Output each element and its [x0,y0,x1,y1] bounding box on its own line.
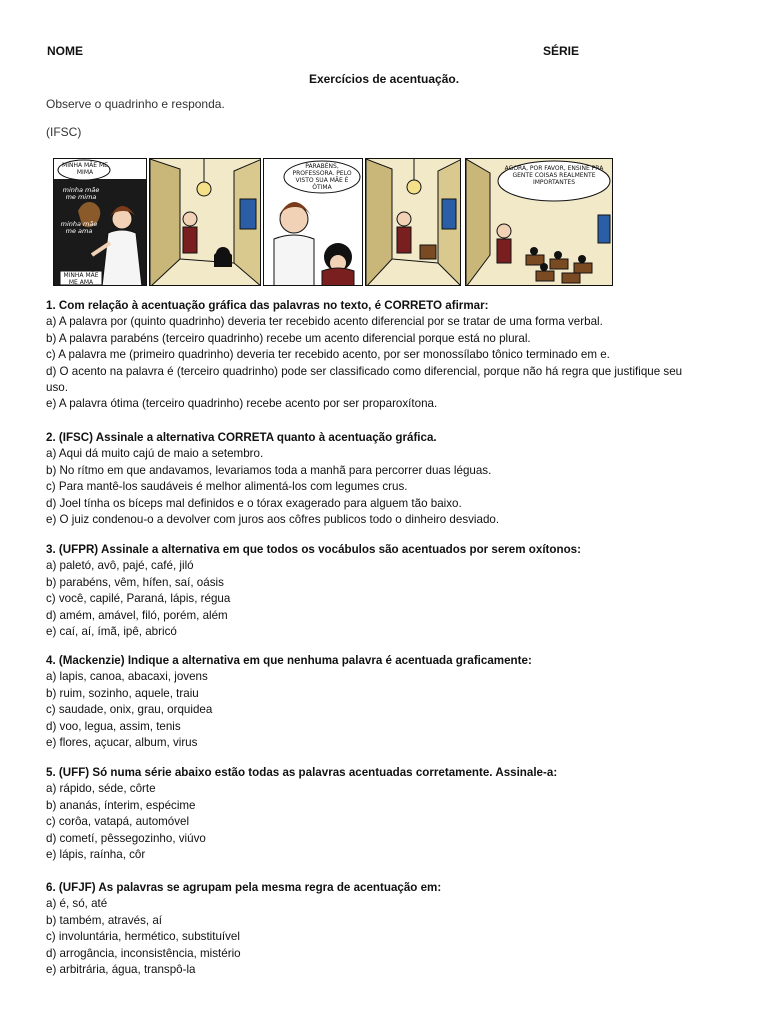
comic-strip [53,158,613,286]
comic-bubble-1: MINHA MÃE ME MIMA [62,162,108,176]
option-d: d) voo, legua, assim, tenis [46,719,181,733]
comic-bubble-2: MINHA MÃE ME AMA [63,272,99,286]
comic-panel-2-drawing [150,159,261,286]
question-title: 4. (Mackenzie) Indique a alternativa em que nenhuma palavra é acentuada graficamente: [46,654,532,667]
question-title: 1. Com relação à acentuação gráfica das palavras no texto, é CORRETO afirmar: [46,299,489,312]
option-a: a) rápido, séde, côrte [46,782,156,796]
question-6 [46,880,726,978]
option-c: c) involuntária, hermético, substituível [46,930,240,944]
grade-label: SÉRIE [543,44,580,58]
source-label: (IFSC) [46,125,82,139]
option-c: c) Para mantê-los saudáveis é melhor alimentá-los com legumes crus. [46,480,408,494]
option-b: b) No rítmo em que andavamos, levariamos toda a manhã para percorrer duas léguas. [46,463,492,477]
instruction-text: Observe o quadrinho e responda. [46,97,225,111]
option-d: d) arrogância, inconsistência, mistério [46,946,241,960]
comic-panel-4 [365,158,461,286]
question-2 [46,430,726,528]
comic-panel-4-drawing [366,159,461,286]
chalkboard-text-1: minha mãe me mima [62,186,100,201]
option-e: e) arbitrária, água, transpô-la [46,963,196,977]
option-c: c) você, capilé, Paraná, lápis, régua [46,592,231,606]
chalkboard-text-2: minha mãe me ama [60,220,98,235]
option-a: a) é, só, até [46,897,108,911]
option-a: a) paletó, avô, pajé, café, jiló [46,559,194,573]
option-a: a) A palavra por (quinto quadrinho) deveria ter recebido acento diferencial por se tratar de uma forma verbal. [46,315,603,329]
comic-panel-2 [149,158,261,286]
option-e: e) flores, açucar, album, virus [46,736,198,750]
question-title: 5. (UFF) Só numa série abaixo estão todas as palavras acentuadas corretamente. Assinale-a: [46,766,558,779]
comic-bubble-3: PARABÉNS, PROFESSORA. PELO VISTO SUA MÃE É ÓTIMA [292,163,352,191]
question-4 [46,653,726,751]
option-d: d) O acento na palavra é (terceiro quadrinho) pode ser classificado como diferencial, porque não há regra que justifique seu uso. [46,364,683,395]
comic-bubble-4: AGORA, POR FAVOR, ENSINE PRA GENTE COISAS REALMENTE IMPORTANTES [504,165,604,186]
option-e: e) caí, aí, ímã, ipê, abricó [46,625,177,639]
option-d: d) Joel tínha os bíceps mal definidos e o tórax exagerado para alguem tão baixo. [46,496,462,510]
comic-panel-5 [465,158,613,286]
page-title: Exercícios de acentuação. [308,72,460,86]
question-5 [46,765,726,863]
option-d: d) cometí, pêssegozinho, viúvo [46,831,206,845]
option-e: e) A palavra ótima (terceiro quadrinho) recebe acento por ser proparoxítona. [46,397,438,411]
comic-panel-1 [53,158,147,286]
option-c: c) A palavra me (primeiro quadrinho) deveria ter recebido acento, por ser monossílabo tônico terminado em e. [46,348,610,362]
option-b: b) A palavra parabéns (terceiro quadrinho) recebe um acento diferencial porque está no plural. [46,331,531,345]
option-d: d) amém, amável, filó, porém, além [46,608,228,622]
question-title: 2. (IFSC) Assinale a alternativa CORRETA quanto à acentuação gráfica. [46,431,437,444]
option-c: c) corôa, vatapá, automóvel [46,815,190,829]
question-3 [46,542,726,640]
option-b: b) também, através, aí [46,913,162,927]
option-a: a) lapis, canoa, abacaxi, jovens [46,670,208,684]
name-label: NOME [47,44,83,58]
option-e: e) lápis, raínha, côr [46,848,146,862]
option-b: b) ruim, sozinho, aquele, traiu [46,686,199,700]
option-e: e) O juiz condenou-o a devolver com juros aos côfres publicos todo o dinheiro desviado. [46,513,500,527]
question-title: 3. (UFPR) Assinale a alternativa em que todos os vocábulos são acentuados por serem oxítonos: [46,543,581,556]
option-b: b) ananás, ínterim, espécime [46,798,196,812]
option-b: b) parabéns, vêm, hífen, saí, oásis [46,575,224,589]
option-c: c) saudade, onix, grau, orquidea [46,703,213,717]
question-title: 6. (UFJF) As palavras se agrupam pela mesma regra de acentuação em: [46,881,442,894]
comic-panel-3 [263,158,363,286]
question-1 [46,298,726,413]
option-a: a) Aqui dá muito cajú de maio a setembro. [46,447,264,461]
